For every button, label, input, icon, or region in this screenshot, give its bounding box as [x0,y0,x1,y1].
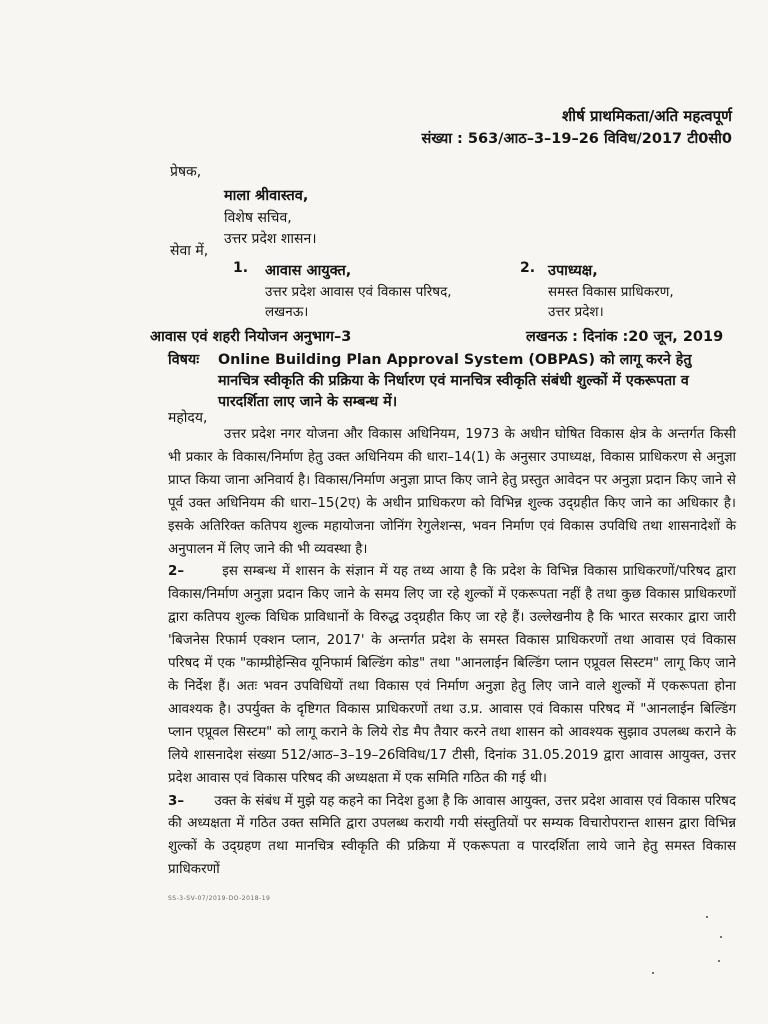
reference-number: संख्या : 563/आठ–3–19–26 विविध/2017 टी0सी0 [421,131,732,147]
paragraph-number: 3– [168,793,185,809]
scan-speck [706,916,708,918]
paragraph-2 [168,561,736,790]
recipient-city: उत्तर प्रदेश। [548,304,604,320]
sender-name: माला श्रीवास्तव, [224,188,309,204]
paragraph-1 [168,424,736,561]
letter-body [168,424,736,882]
recipient-number: 1. [233,260,249,276]
paragraph-text: इस सम्बन्ध में शासन के संज्ञान में यह तथ्य आया है कि प्रदेश के विभिन्न विकास प्राधिकरणों/परिषद द्वारा विकास/निर्माण अनुज्ञा प्रदान किए जाने के समय लिए जा रहे शुल्कों में एकरूपता नहीं है तथा कुछ विकास प्राधिकरणों द्वारा कतिपय शुल्क विधिक प्राविधानों के विरुद्ध उद्ग्रहीत किए जा रहे हैं। उल्लेखनीय है कि भारत सरकार द्वारा जारी 'बिजनेस रिफार्म एक्शन प्लान, 2017' के अन्तर्गत प्रदेश के समस्त विकास प्राधिकरणों तथा आवास एवं विकास परिषद में एक "काम्प्रीहेन्सिव यूनिफार्म बिल्डिंग कोड" तथा "आनलाईन बिल्डिंग प्लान एप्रूवल सिस्टम" लागू किए जाने के निर्देश हैं। अतः भवन उपविधियों तथा विकास एवं निर्माण अनुज्ञा हेतु लिए जाने वाले शुल्कों में एकरूपता होना आवश्यक है। उपर्युक्त के दृष्टिगत विकास प्राधिकरणों तथा उ.प्र. आवास एवं विकास परिषद में "आनलाईन बिल्डिंग प्लान एप्रूवल सिस्टम" को लागू कराने के लिये रोड मैप तैयार करने तथा शासन को आवश्यक सुझाव उपलब्ध कराने के लिये शासनादेश संख्या 512/आठ–3–19–26विविध/17 टीसी, दिनांक 31.05.2019 द्वारा आवास आयुक्त, उत्तर प्रदेश आवास एवं विकास परिषद की अध्यक्षता में एक समिति गठित की गई थी। [168,564,736,786]
recipient-address: उत्तर प्रदेश आवास एवं विकास परिषद, [265,284,452,300]
sender-office: उत्तर प्रदेश शासन। [224,231,317,247]
paragraph-text: उक्त के संबंध में मुझे यह कहने का निदेश हुआ है कि आवास आयुक्त, उत्तर प्रदेश आवास एवं विकास परिषद की अध्यक्षता में गठित उक्त समिति द्वारा उपलब्ध करायी गयी संस्तुतियों पर सम्यक विचारोपरान्त शासन द्वारा विभिन्न शुल्कों के उद्ग्रहण तथा मानचित्र स्वीकृति की प्रक्रिया में एकरूपता व पारदर्शिता लाये जाने हेतु समस्त विकास प्राधिकरणों [168,793,737,878]
scan-speck [720,936,722,938]
sender-label: प्रेषक, [170,164,202,180]
priority-heading: शीर्ष प्राथमिकता/अति महत्वपूर्ण [561,107,732,125]
letter-date: लखनऊ : दिनांक :20 जून, 2019 [526,329,724,345]
recipients-label: सेवा में, [170,243,209,259]
paragraph-text: उत्तर प्रदेश नगर योजना और विकास अधिनियम, 1973 के अधीन घोषित विकास क्षेत्र के अन्तर्गत किसी भी प्रकार के विकास/निर्माण हेतु उक्त अधिनियम की धारा–14(1) के अनुसार उपाध्यक्ष, विकास प्राधिकरण से अनुज्ञा प्राप्त किया जाना अनिवार्य है। विकास/निर्माण अनुज्ञा प्राप्त किए जाने हेतु प्रस्तुत आवेदन पर अनुज्ञा प्रदान किए जाने से पूर्व उक्त अधिनियम की धारा–15(2ए) के अधीन प्राधिकरण को विभिन्न शुल्क उद्ग्रहीत किए जाने का अधिकार है। इसके अतिरिक्त कतिपय शुल्क महायोजना जोनिंग रेगुलेशन्स, भवन निर्माण एवं विकास उपविधि तथा शासनादेशों के अनुपालन में लिए जाने की भी व्यवस्था है। [168,427,736,557]
recipient-city: लखनऊ। [265,304,309,320]
salutation: महोदय, [168,410,208,426]
recipient-title: उपाध्यक्ष, [548,263,598,279]
subject-label: विषयः [168,352,200,368]
recipient-number: 2. [520,260,536,276]
recipient-address: समस्त विकास प्राधिकरण, [548,284,674,300]
scan-speck [652,972,654,974]
sender-designation: विशेष सचिव, [224,210,292,226]
paragraph-3 [168,791,736,883]
footer-code: SS-3-SV-07/2019-DO-2018-19 [168,895,271,902]
recipient-title: आवास आयुक्त, [265,263,352,279]
subject-text: Online Building Plan Approval System (OBPAS) को लागू करने हेतु मानचित्र स्वीकृति की प्रक्रिया के निर्धारण एवं मानचित्र स्वीकृति संबंधी शुल्कों में एकरूपता व पारदर्शिता लाए जाने के सम्बन्ध में। [218,352,692,410]
scan-speck [718,960,720,962]
section-name: आवास एवं शहरी नियोजन अनुभाग–3 [150,329,352,345]
paragraph-number: 2– [168,564,185,580]
